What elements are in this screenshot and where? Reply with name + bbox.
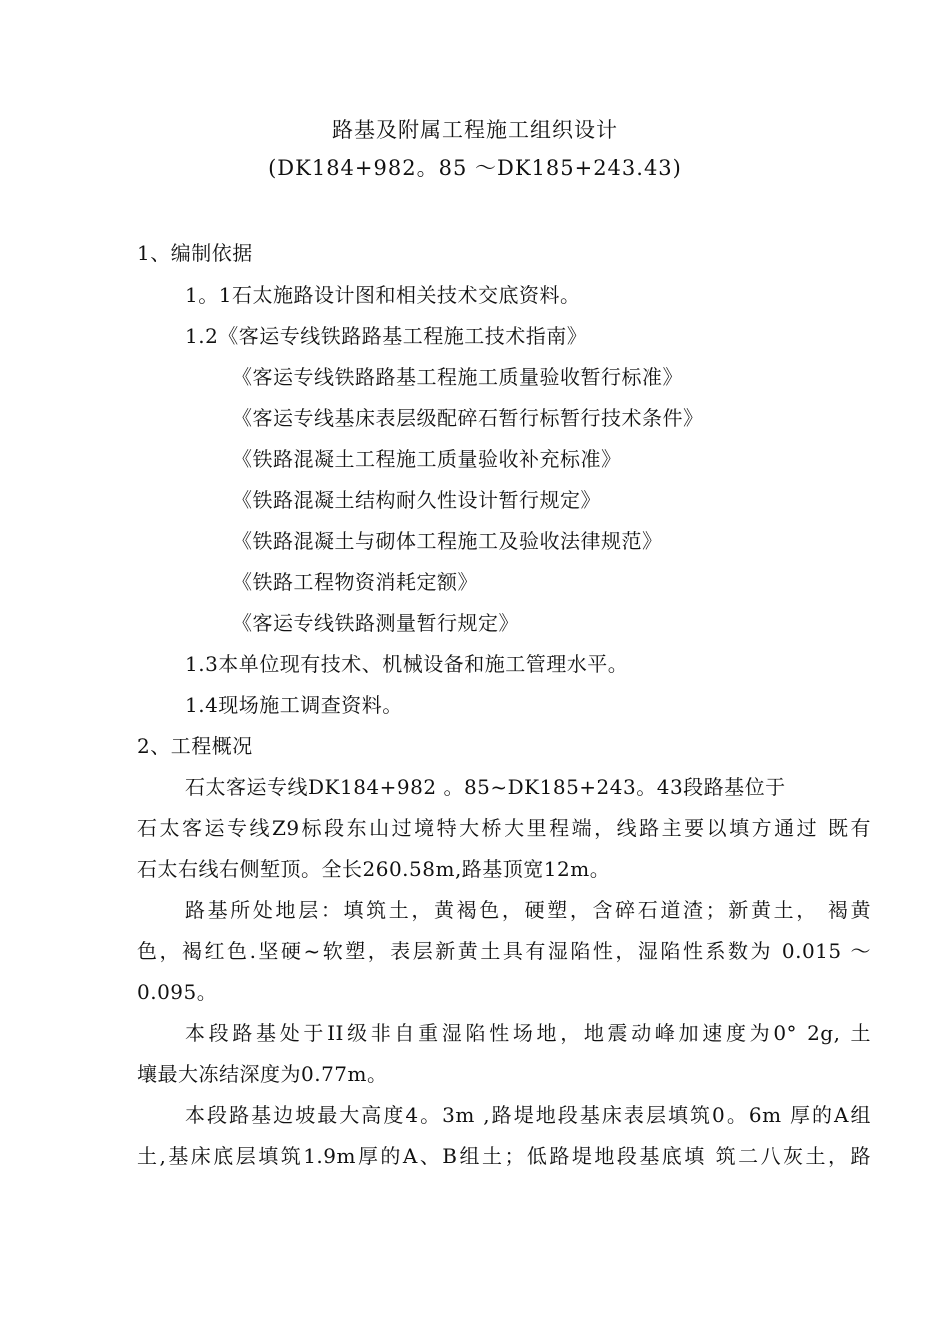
reference-item: 《客运专线基床表层级配碎石暂行标暂行技术条件》: [232, 406, 704, 430]
reference-item: 《客运专线铁路测量暂行规定》: [232, 611, 519, 635]
paragraph-line: 0.095。: [137, 980, 218, 1004]
reference-item: 《铁路混凝土结构耐久性设计暂行规定》: [232, 488, 601, 512]
paragraph-line: 本段路基边坡最大高度4。3m ,路堤地段基床表层填筑0。6m 厚的A组: [185, 1103, 871, 1127]
section1-item2: 1.2《客运专线铁路路基工程施工技术指南》: [185, 324, 588, 348]
section1-heading: 1、编制依据: [137, 241, 253, 265]
reference-item: 《铁路工程物资消耗定额》: [232, 570, 478, 594]
paragraph-line: 本段路基处于II级非自重湿陷性场地，地震动峰加速度为0° 2g, 土: [185, 1021, 871, 1045]
paragraph-line: 壤最大冻结深度为0.77m。: [137, 1062, 388, 1086]
paragraph-line: 石太客运专线Z9标段东山过境特大桥大里程端，线路主要以填方通过 既有: [137, 816, 871, 840]
paragraph-line: 土,基床底层填筑1.9m厚的A、B组土；低路堤地段基底填 筑二八灰土，路: [137, 1144, 871, 1168]
section1-item4: 1.4现场施工调查资料。: [185, 693, 403, 717]
document-title: 路基及附属工程施工组织设计: [332, 118, 618, 142]
reference-item: 《客运专线铁路路基工程施工质量验收暂行标准》: [232, 365, 683, 389]
paragraph-line: 路基所处地层：填筑土，黄褐色，硬塑，含碎石道渣；新黄土， 褐黄: [185, 898, 871, 922]
section2-heading: 2、工程概况: [137, 734, 253, 758]
section1-item3: 1.3本单位现有技术、机械设备和施工管理水平。: [185, 652, 629, 676]
document-subtitle: (DK184+982。85 〜DK185+243.43): [268, 156, 682, 180]
section1-item1: 1。1石太施路设计图和相关技术交底资料。: [185, 283, 581, 307]
paragraph-line: 石太右线右侧堑顶。全长260.58m,路基顶宽12m。: [137, 857, 611, 881]
paragraph-line: 色，褐红色.坚硬~软塑，表层新黄土具有湿陷性，湿陷性系数为 0.015 〜: [137, 939, 871, 963]
reference-item: 《铁路混凝土与砌体工程施工及验收法律规范》: [232, 529, 663, 553]
paragraph-line: 石太客运专线DK184+982 。85~DK185+243。43段路基位于: [185, 775, 786, 799]
reference-item: 《铁路混凝土工程施工质量验收补充标准》: [232, 447, 622, 471]
